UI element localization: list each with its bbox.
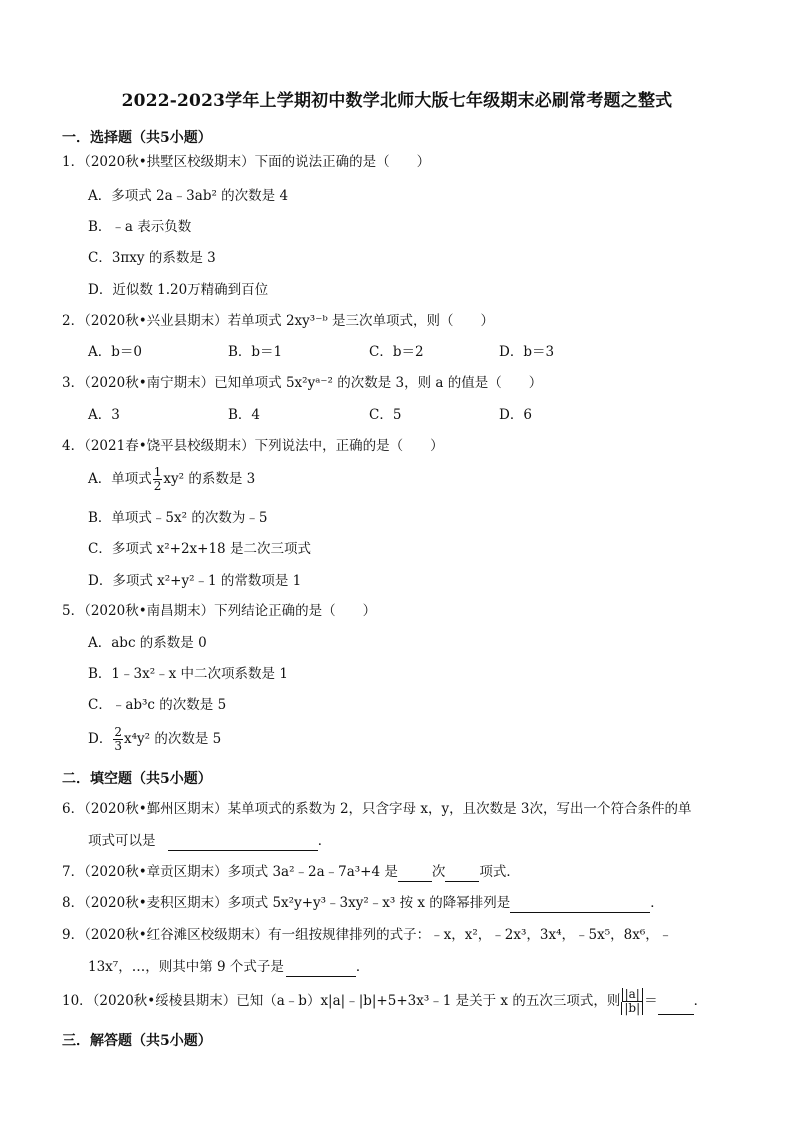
question-9-prefix: 13x⁷，…，则其中第 9 个式子是 xyxy=(88,959,284,975)
question-3-option-b: B．4 xyxy=(228,407,261,423)
fraction-denominator: 3 xyxy=(114,739,122,753)
answer-blank[interactable] xyxy=(658,1000,694,1015)
page-title: 2022-2023学年上学期初中数学北师大版七年级期末必刷常考题之整式 xyxy=(121,91,673,111)
question-5-option-b: B．1﹣3x²﹣x 中二次项系数是 1 xyxy=(88,666,288,682)
question-5-option-c: C．﹣ab³c 的次数是 5 xyxy=(88,697,227,713)
question-6-line-2 xyxy=(88,831,331,851)
answer-blank[interactable] xyxy=(445,867,479,882)
answer-blank[interactable] xyxy=(510,898,650,913)
fraction-denominator: 2 xyxy=(153,479,162,493)
section-heading-fill: 二．填空题（共5小题） xyxy=(62,771,212,787)
question-5-stem: 5．（2020秋•南昌期末）下列结论正确的是（ ） xyxy=(62,603,377,619)
question-9-suffix: ． xyxy=(355,959,370,975)
abs-fraction xyxy=(621,988,643,1015)
question-10-prefix: 10．（2020秋•绥棱县期末）已知（a﹣b）x|a|﹣|b|+5+3x³﹣1 是关于 x 的五次三项式，则 xyxy=(62,993,621,1009)
question-3-option-c: C．5 xyxy=(369,407,402,423)
fraction xyxy=(113,726,123,753)
fraction-numerator: 2 xyxy=(114,725,122,739)
answer-blank[interactable] xyxy=(286,962,356,977)
option-a-suffix: xy² 的系数是 3 xyxy=(163,471,256,487)
fraction xyxy=(153,466,163,493)
answer-blank[interactable] xyxy=(398,867,432,882)
question-7-middle: 次 xyxy=(431,864,446,880)
question-4-option-c: C．多项式 x²+2x+18 是二次三项式 xyxy=(88,541,311,557)
question-4-option-a xyxy=(88,466,255,493)
question-1-option-b: B．﹣a 表示负数 xyxy=(88,219,192,235)
question-1-option-d: D．近似数 1.20万精确到百位 xyxy=(88,282,269,298)
question-6-line-1: 6．（2020秋•鄞州区期末）某单项式的系数为 2，只含字母 x，y，且次数是 3次，写出一个符合条件的单 xyxy=(62,801,692,817)
question-10 xyxy=(62,988,707,1015)
option-a-prefix: A．单项式 xyxy=(88,471,152,487)
question-1-option-a: A．多项式 2a﹣3ab² 的次数是 4 xyxy=(88,188,289,204)
question-3-option-a: A．3 xyxy=(88,407,120,423)
question-4-option-d: D．多项式 x²+y²﹣1 的常数项是 1 xyxy=(88,573,302,589)
question-1-option-c: C．3πxy 的系数是 3 xyxy=(88,250,216,266)
question-4-stem: 4．（2021春•饶平县校级期末）下列说法中，正确的是（ ） xyxy=(62,438,444,454)
fraction-numerator: |a| xyxy=(622,988,643,1002)
question-2-option-a: A．b＝0 xyxy=(88,344,142,360)
question-6-suffix: ． xyxy=(317,833,332,849)
section-heading-solution: 三．解答题（共5小题） xyxy=(62,1033,212,1049)
question-9-line-1: 9．（2020秋•红谷滩区校级期末）有一组按规律排列的式子：﹣x，x²，﹣2x³，3x⁴，﹣5x⁵，8x⁶，﹣ xyxy=(62,927,673,943)
question-8-suffix: ． xyxy=(650,895,664,911)
question-9-line-2 xyxy=(88,957,369,977)
section-heading-choice: 一．选择题（共5小题） xyxy=(62,130,212,146)
question-8-prefix: 8．（2020秋•麦积区期末）多项式 5x²y+y³﹣3xy²﹣x³ 按 x 的降幂排列是 xyxy=(62,895,511,911)
question-5-option-d xyxy=(88,726,221,753)
question-7-prefix: 7．（2020秋•章贡区期末）多项式 3a²﹣2a﹣7a³+4 是 xyxy=(62,864,398,880)
answer-blank[interactable] xyxy=(168,836,318,851)
question-3-option-d: D．6 xyxy=(499,407,532,423)
question-2-stem: 2．（2020秋•兴业县期末）若单项式 2xy³⁻ᵇ 是三次单项式，则（ ） xyxy=(62,313,495,329)
question-7 xyxy=(62,862,520,882)
question-5-option-a: A．abc 的系数是 0 xyxy=(88,635,207,651)
question-2-option-b: B．b＝1 xyxy=(228,344,283,360)
fraction-denominator: |b| xyxy=(621,1002,643,1015)
option-d-prefix: D． xyxy=(88,731,113,747)
question-2-option-d: D．b＝3 xyxy=(499,344,555,360)
question-6-prefix: 项式可以是 xyxy=(88,833,156,849)
question-8 xyxy=(62,893,664,913)
fraction-numerator: 1 xyxy=(153,465,162,479)
option-d-suffix: x⁴y² 的次数是 5 xyxy=(123,731,222,747)
question-1-stem: 1．（2020秋•拱墅区校级期末）下面的说法正确的是（ ） xyxy=(62,154,431,170)
question-7-suffix: 项式． xyxy=(479,864,520,880)
question-10-period: ． xyxy=(693,993,708,1009)
question-10-equals: ＝ xyxy=(644,993,658,1009)
question-2-option-c: C．b＝2 xyxy=(369,344,424,360)
question-3-stem: 3．（2020秋•南宁期末）已知单项式 5x²yᵃ⁻² 的次数是 3，则 a 的值是（ ） xyxy=(62,375,543,391)
question-4-option-b: B．单项式﹣5x² 的次数为﹣5 xyxy=(88,510,268,526)
